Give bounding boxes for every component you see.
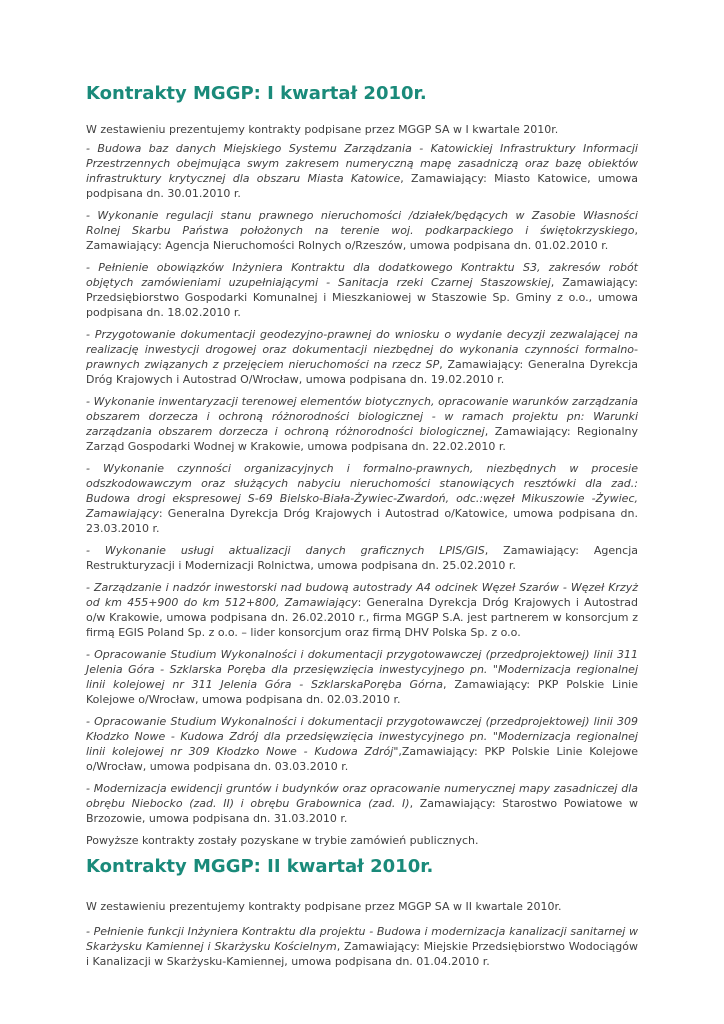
contract-title: - Budowa baz danych Miejskiego Systemu Zarządzania - Katowickiej Infrastruktury Informacji Przestrzennych obejmująca swym zakresem numeryczną mapę zasadniczą oraz bazę obiektów infrastruktury krytycznej dla obszaru Miasta Katowice — [86, 142, 638, 185]
contract-item — [86, 543, 638, 573]
contract-title: - Modernizacja ewidencji gruntów i budynków oraz opracowanie numerycznej mapy zasadniczej dla obrębu Niebocko (zad. II) i obrębu Grabownica (zad. I) — [86, 782, 638, 810]
contract-item — [86, 924, 638, 969]
section-intro-q1: W zestawieniu prezentujemy kontrakty podpisane przez MGGP SA w I kwartale 2010r. — [86, 123, 559, 136]
contract-details: , Zamawiający: Przedsiębiorstwo Gospodarki Komunalnej i Mieszkaniowej w Staszowie Sp. Gminy z o.o., umowa podpisana dn. 18.02.2010 r. — [86, 276, 638, 319]
contract-title: - Wykonanie inwentaryzacji terenowej elementów biotycznych, opracowanie warunków zarządzania obszarem dorzecza i ochroną różnorodności biologicznej - w ramach projektu pn: Warunki zarządzania obszarem dorzecza i ochroną różnorodności biologicznej — [86, 395, 638, 438]
section-heading-q1: Kontrakty MGGP: I kwartał 2010r. — [86, 83, 427, 104]
contract-item — [86, 580, 638, 640]
contract-title: - Opracowanie Studium Wykonalności i dokumentacji przygotowawczej (przedprojektowej) linii 309 Kłodzko Nowe - Kudowa Zdrój dla przedsięwzięcia inwestycyjnego pn. "Modernizacja regionalnej linii kolejowej nr 309 Kłodzko Nowe - Kudowa Zdrój" — [86, 715, 638, 758]
contract-details: , Zamawiający: Starostwo Powiatowe w Brzozowie, umowa podpisana dn. 31.03.2010 r. — [86, 797, 638, 825]
contract-title: - Wykonanie czynności organizacyjnych i formalno-prawnych, niezbędnych w procesie odszkodowawczym oraz służących nabyciu nieruchomości stanowiących resztówki dla zad.: Budowa drogi ekspresowej S-69 Bielsko-Biała-Żywiec-Zwardoń, odc.:węzeł Mikuszowie -Żywiec, Zamawiający — [86, 462, 638, 520]
contract-title: - Pełnienie obowiązków Inżyniera Kontraktu dla dodatkowego Kontraktu S3, zakresów robót objętych zamówieniami uzupełniającymi - Sanitacja rzeki Czarnej Staszowskiej — [86, 261, 638, 289]
document-content — [86, 82, 638, 976]
contract-details: , Zamawiający: Generalna Dyrekcja Dróg Krajowych i Autostrad O/Wrocław, umowa podpisana dn. 19.02.2010 r. — [86, 358, 638, 386]
section-heading-q2: Kontrakty MGGP: II kwartał 2010r. — [86, 856, 434, 877]
contract-details: , Zamawiający: Regionalny Zarząd Gospodarki Wodnej w Krakowie, umowa podpisana dn. 22.02.2010 r. — [86, 425, 638, 453]
contract-item — [86, 461, 638, 536]
contract-item — [86, 141, 638, 201]
contract-details: ,Zamawiający: PKP Polskie Linie Kolejowe o/Wrocław, umowa podpisana dn. 03.03.2010 r. — [86, 745, 638, 773]
contract-item — [86, 647, 638, 707]
contract-item — [86, 781, 638, 826]
section-intro-q2: W zestawieniu prezentujemy kontrakty podpisane przez MGGP SA w II kwartale 2010r. — [86, 900, 562, 913]
contract-title: - Opracowanie Studium Wykonalności i dokumentacji przygotowawczej (przedprojektowej) linii 311 Jelenia Góra - Szklarska Poręba dla przesięwzięcia inwestycyjnego pn. "Modernizacja regionalnej linii kolejowej nr 311 Jelenia Góra - SzklarskaPoręba Górna — [86, 648, 638, 691]
contract-title: - Zarządzanie i nadzór inwestorski nad budową autostrady A4 odcinek Węzeł Szarów - Węzeł Krzyż od km 455+900 do km 512+800, Zamawiający — [86, 581, 638, 609]
contract-details: , Zamawiający: Miasto Katowice, umowa podpisana dn. 30.01.2010 r. — [86, 172, 638, 200]
contract-item — [86, 714, 638, 774]
contract-details: , Zamawiający: PKP Polskie Linie Kolejowe o/Wrocław, umowa podpisana dn. 02.03.2010 r. — [86, 678, 638, 706]
contract-details: , Zamawiający: Miejskie Przedsiębiorstwo Wodociągów i Kanalizacji w Skarżysku-Kamiennej, umowa podpisana dn. 01.04.2010 r. — [86, 940, 638, 968]
contract-item — [86, 327, 638, 387]
contract-details: , Zamawiający: Agencja Nieruchomości Rolnych o/Rzeszów, umowa podpisana dn. 01.02.2010 r. — [86, 224, 638, 252]
contract-item — [86, 208, 638, 253]
contract-item — [86, 260, 638, 320]
contract-title: - Przygotowanie dokumentacji geodezyjno-prawnej do wniosku o wydanie decyzji zezwalającej na realizację inwestycji drogowej oraz dokumentacji niezbędnej do wykonania czynności formalno-prawnych związanych z przejęciem nieruchomości na rzecz SP — [86, 328, 638, 371]
section-footer-q1: Powyższe kontrakty zostały pozyskane w trybie zamówień publicznych. — [86, 834, 479, 847]
contract-title: - Wykonanie regulacji stanu prawnego nieruchomości /działek/będących w Zasobie Własności Rolnej Skarbu Państwa położonych na terenie woj. podkarpackiego i świętokrzyskiego — [86, 209, 638, 237]
contract-details: : Generalna Dyrekcja Dróg Krajowych i Autostrad o/w Krakowie, umowa podpisana dn. 26.02.2010 r., firma MGGP S.A. jest partnerem w konsorcjum z firmą EGIS Poland Sp. z o.o. – lider konsorcjum oraz firmą DHV Polska Sp. z o.o. — [86, 596, 638, 639]
contract-title: - Wykonanie usługi aktualizacji danych graficznych LPIS/GIS — [86, 544, 485, 557]
contract-title: - Pełnienie funkcji Inżyniera Kontraktu dla projektu - Budowa i modernizacja kanalizacji sanitarnej w Skarżysku Kamiennej i Skarżysku Kościelnym — [86, 925, 638, 953]
contract-details: : Generalna Dyrekcja Dróg Krajowych i Autostrad o/Katowice, umowa podpisana dn. 23.03.2010 r. — [86, 507, 638, 535]
contract-details: , Zamawiający: Agencja Restrukturyzacji i Modernizacji Rolnictwa, umowa podpisana dn. 25.02.2010 r. — [86, 544, 638, 572]
contract-item — [86, 394, 638, 454]
